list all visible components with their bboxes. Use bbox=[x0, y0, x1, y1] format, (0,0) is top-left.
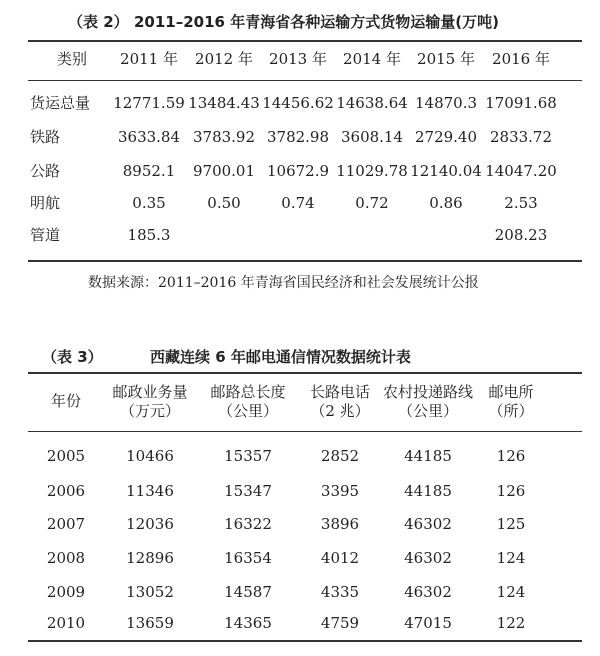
table2-header-rule bbox=[28, 80, 582, 81]
table3-cell: 15357 bbox=[224, 447, 272, 465]
table3-cell: 10466 bbox=[126, 447, 174, 465]
table2-cell: 2.53 bbox=[504, 194, 538, 212]
table3-cell: 44185 bbox=[404, 447, 452, 465]
table2-cell: 13484.43 bbox=[188, 94, 260, 112]
table2-header-cell: 2011 年 bbox=[120, 50, 178, 68]
table3-cell: 46302 bbox=[404, 515, 452, 533]
table3-row-year: 2010 bbox=[46, 614, 86, 632]
table2-header-cell: 类别 bbox=[56, 50, 88, 68]
table3-header-line2: （2 兆） bbox=[310, 402, 370, 420]
table3-cell: 126 bbox=[496, 482, 526, 500]
table3-header-cell bbox=[310, 383, 370, 421]
table2-cell: 0.35 bbox=[132, 194, 166, 212]
table3-cell: 122 bbox=[496, 614, 526, 632]
table3-cell: 13052 bbox=[126, 583, 174, 601]
table2-cell: 12771.59 bbox=[113, 94, 185, 112]
table2-header-cell: 2014 年 bbox=[343, 50, 401, 68]
table2-cell: 2833.72 bbox=[489, 128, 553, 146]
table2-header-cell: 2012 年 bbox=[195, 50, 253, 68]
table3-cell: 13659 bbox=[126, 614, 174, 632]
table2-cell: 0.74 bbox=[281, 194, 315, 212]
table3-cell: 3395 bbox=[320, 482, 360, 500]
table3-cell: 12896 bbox=[126, 549, 174, 567]
table2-bottom-rule bbox=[28, 260, 582, 262]
table2-source: 数据来源：2011–2016 年青海省国民经济和社会发展统计公报 bbox=[88, 275, 479, 291]
table2-cell: 8952.1 bbox=[122, 162, 176, 180]
table3-header-line1: 农村投递路线 bbox=[382, 383, 474, 401]
table3-cell: 16354 bbox=[224, 549, 272, 567]
table3-header-cell bbox=[210, 383, 285, 421]
table2-cell: 0.50 bbox=[207, 194, 241, 212]
table2-row-label: 货运总量 bbox=[30, 94, 91, 112]
table2-cell: 3782.98 bbox=[266, 128, 330, 146]
table2-label: （表 2） bbox=[68, 13, 129, 31]
table3-cell: 44185 bbox=[404, 482, 452, 500]
table3-cell: 124 bbox=[496, 549, 526, 567]
table2-header-cell: 2016 年 bbox=[492, 50, 550, 68]
table2-header-cell: 2015 年 bbox=[417, 50, 475, 68]
table3-cell: 124 bbox=[496, 583, 526, 601]
table3-header-line1: 邮政业务量 bbox=[112, 383, 188, 401]
table2-top-rule bbox=[28, 40, 582, 42]
table2-cell: 14638.64 bbox=[336, 94, 408, 112]
table3-row-year: 2008 bbox=[46, 549, 86, 567]
table3-header-line1: 年份 bbox=[50, 392, 82, 410]
table2-cell: 0.86 bbox=[429, 194, 463, 212]
table3-header-line1: 邮路总长度 bbox=[210, 383, 286, 401]
table2-cell: 11029.78 bbox=[336, 162, 408, 180]
table3-header-line2: （所） bbox=[488, 402, 534, 420]
table3-header-line1: 长路电话 bbox=[309, 383, 371, 401]
table3-cell: 4335 bbox=[320, 583, 360, 601]
table3-header-cell bbox=[488, 383, 533, 421]
table3-cell: 15347 bbox=[224, 482, 272, 500]
table3-cell: 125 bbox=[496, 515, 526, 533]
table2-cell: 17091.68 bbox=[485, 94, 557, 112]
table2-cell: 14456.62 bbox=[262, 94, 334, 112]
table3-header-line1: 邮电所 bbox=[488, 383, 534, 401]
table2-cell: 14870.3 bbox=[414, 94, 478, 112]
table3-header-cell bbox=[51, 392, 81, 411]
table3-cell: 46302 bbox=[404, 549, 452, 567]
table3-cell: 4012 bbox=[320, 549, 360, 567]
table2-row-label: 管道 bbox=[30, 226, 61, 244]
table2-cell: 10672.9 bbox=[266, 162, 330, 180]
table3-row-year: 2009 bbox=[46, 583, 86, 601]
table3-cell: 4759 bbox=[320, 614, 360, 632]
table2-row-label: 铁路 bbox=[30, 128, 61, 146]
table2-row-label: 公路 bbox=[30, 162, 61, 180]
table3-top-rule bbox=[28, 372, 582, 374]
table2-cell: 0.72 bbox=[355, 194, 389, 212]
table2-row-label: 明航 bbox=[30, 194, 61, 212]
table2-caption: 2011–2016 年青海省各种运输方式货物运输量(万吨) bbox=[134, 13, 499, 31]
table3-cell: 11346 bbox=[126, 482, 174, 500]
table2-cell: 9700.01 bbox=[192, 162, 256, 180]
table2-cell: 3783.92 bbox=[192, 128, 256, 146]
table3-header-line2: （万元） bbox=[119, 402, 181, 420]
table3-cell: 14587 bbox=[224, 583, 272, 601]
table2-cell: 185.3 bbox=[127, 226, 171, 244]
table2-cell: 3633.84 bbox=[117, 128, 181, 146]
table3-cell: 14365 bbox=[224, 614, 272, 632]
table3-cell: 126 bbox=[496, 447, 526, 465]
table3-header-line2: （公里） bbox=[217, 402, 279, 420]
table3-header-cell bbox=[112, 383, 187, 421]
table3-label: （表 3） bbox=[42, 348, 103, 366]
table3-header-rule bbox=[28, 431, 582, 432]
table2-header-cell: 2013 年 bbox=[269, 50, 327, 68]
table2-cell: 12140.04 bbox=[410, 162, 482, 180]
table3-header-line2: （公里） bbox=[397, 402, 459, 420]
table3-cell: 16322 bbox=[224, 515, 272, 533]
table3-row-year: 2007 bbox=[46, 515, 86, 533]
table3-caption: 西藏连续 6 年邮电通信情况数据统计表 bbox=[150, 348, 411, 366]
table2-cell: 2729.40 bbox=[414, 128, 478, 146]
table2-cell: 3608.14 bbox=[340, 128, 404, 146]
table3-cell: 12036 bbox=[126, 515, 174, 533]
table3-cell: 3896 bbox=[320, 515, 360, 533]
table3-cell: 2852 bbox=[320, 447, 360, 465]
table3-bottom-rule bbox=[28, 640, 582, 642]
table2-cell: 208.23 bbox=[494, 226, 548, 244]
table3-header-cell bbox=[383, 383, 473, 421]
table3-row-year: 2005 bbox=[46, 447, 86, 465]
table3-row-year: 2006 bbox=[46, 482, 86, 500]
table2-cell: 14047.20 bbox=[485, 162, 557, 180]
table3-cell: 46302 bbox=[404, 583, 452, 601]
table3-cell: 47015 bbox=[404, 614, 452, 632]
